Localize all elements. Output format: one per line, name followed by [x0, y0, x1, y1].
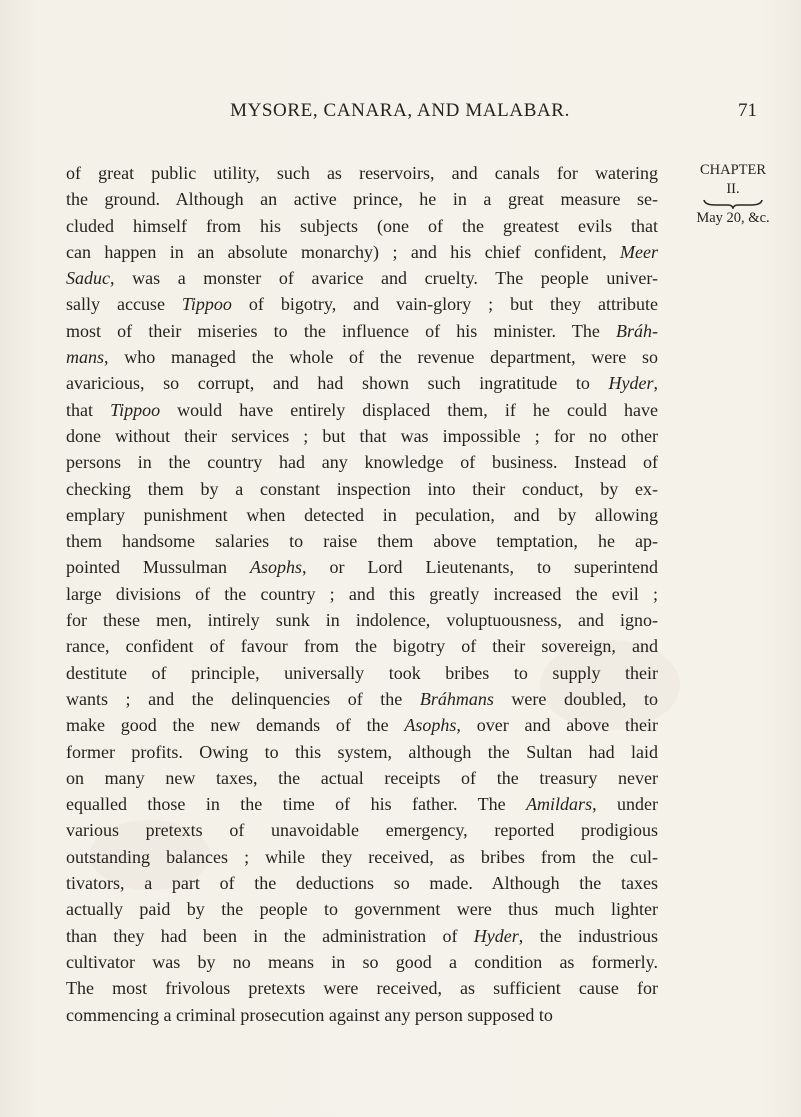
text-segment: outstanding balances ; while they received, as bribes from the cul- [66, 846, 658, 867]
text-segment: on many new taxes, the actual receipts of the treasury never [66, 767, 658, 788]
text-segment: , the industrious [518, 925, 658, 946]
text-segment: cluded himself from his subjects (one of the greatest evils that [66, 215, 658, 236]
italic-term: mans [66, 347, 105, 368]
text-line [66, 686, 658, 712]
text-line [66, 528, 658, 554]
margin-date: May 20, &c. [696, 210, 770, 226]
text-line [66, 502, 658, 528]
text-segment: The most frivolous pretexts were received, as sufficient cause for [66, 978, 658, 999]
text-segment: various pretexts of unavoidable emergency, reported prodigious [66, 820, 658, 841]
text-segment: of bigotry, and vain-glory ; but they attribute [231, 294, 658, 315]
text-segment: equalled those in the time of his father. The [66, 794, 527, 815]
text-line [66, 870, 658, 896]
text-segment: most of their miseries to the influence of his minister. The [66, 320, 616, 341]
text-line [66, 160, 658, 186]
chapter-number: II. [726, 181, 740, 197]
text-segment: them handsome salaries to raise them above temptation, he ap- [66, 531, 658, 552]
text-line [66, 896, 658, 922]
text-line [66, 581, 658, 607]
text-line [66, 607, 658, 633]
text-segment: for these men, intirely sunk in indolence, voluptuousness, and igno- [66, 610, 658, 631]
text-line [66, 554, 658, 580]
text-line [66, 739, 658, 765]
text-segment: cultivator was by no means in so good a condition as formerly. [66, 951, 658, 972]
text-segment: sally accuse [66, 294, 182, 315]
text-segment: avaricious, so corrupt, and had shown such ingratitude to [66, 373, 609, 394]
text-segment: , over and above their [456, 715, 658, 736]
text-line [66, 239, 658, 265]
text-segment: tivators, a part of the deductions so made. Although the taxes [66, 873, 658, 894]
text-line [66, 1002, 658, 1028]
text-line [66, 923, 658, 949]
text-segment: were doubled, to [493, 688, 658, 709]
text-line [66, 791, 658, 817]
italic-term: Hyder [473, 925, 519, 946]
text-line [66, 975, 658, 1001]
body-text [66, 160, 658, 1028]
italic-term: Asophs [404, 715, 457, 736]
text-line [66, 765, 658, 791]
italic-term: Amildars [526, 794, 593, 815]
text-line [66, 817, 658, 843]
text-segment: , who managed the whole of the revenue department, were so [104, 347, 658, 368]
text-segment: of great public utility, such as reservoirs, and canals for watering [66, 163, 658, 183]
running-title: MYSORE, CANARA, AND MALABAR. [230, 100, 570, 121]
text-segment: can happen in an absolute monarchy) ; and his chief confident, [66, 241, 621, 262]
text-line [66, 186, 658, 212]
text-line [66, 712, 658, 738]
text-segment: done without their services ; but that was impossible ; for no other [66, 425, 658, 446]
text-line [66, 660, 658, 686]
text-segment: , or Lord Lieutenants, to superintend [302, 557, 658, 578]
text-line [66, 213, 658, 239]
text-line [66, 318, 658, 344]
italic-term: Asophs [250, 557, 303, 578]
text-line [66, 370, 658, 396]
text-segment: commencing a criminal prosecution against any person supposed to [66, 1004, 553, 1025]
text-segment: would have entirely displaced them, if he could have [160, 399, 659, 420]
text-segment: checking them by a constant inspection into their conduct, by ex- [66, 478, 658, 499]
text-line [66, 397, 658, 423]
text-segment: that [66, 399, 111, 420]
italic-term: Hyder [608, 373, 654, 394]
text-line [66, 949, 658, 975]
text-line [66, 291, 658, 317]
text-segment: , was a monster of avarice and cruelty. The people univer- [110, 268, 658, 289]
text-segment: persons in the country had any knowledge of business. Instead of [66, 452, 658, 473]
text-segment: , [653, 373, 658, 394]
text-line [66, 449, 658, 475]
page-number: 71 [738, 100, 757, 121]
text-segment: , under [592, 794, 659, 815]
chapter-label: CHAPTER [699, 162, 767, 178]
text-segment: wants ; and the delinquencies of the [66, 688, 420, 709]
italic-term: Tippoo [181, 294, 232, 315]
text-segment: than they had been in the administration of [66, 925, 474, 946]
italic-term: Tippoo [110, 399, 161, 420]
italic-term: Bráhmans [419, 688, 494, 709]
text-segment: pointed Mussulman [66, 557, 251, 578]
text-segment: former profits. Owing to this system, although the Sultan had laid [66, 741, 658, 762]
text-segment: rance, confident of favour from the bigotry of their sovereign, and [66, 636, 658, 657]
text-segment: the ground. Although an active prince, he in a great measure se- [66, 189, 658, 210]
text-segment: destitute of principle, universally took bribes to supply their [66, 662, 658, 683]
text-line [66, 633, 658, 659]
text-line [66, 265, 658, 291]
text-line [66, 476, 658, 502]
text-segment: emplary punishment when detected in peculation, and by allowing [66, 504, 658, 525]
margin-note [672, 161, 794, 228]
text-segment: actually paid by the people to government were thus much lighter [66, 899, 658, 920]
text-line [66, 423, 658, 449]
text-line [66, 844, 658, 870]
italic-term: Bráh- [616, 320, 658, 341]
curly-brace-icon [703, 199, 763, 209]
text-line [66, 344, 658, 370]
italic-term: Saduc [66, 268, 110, 289]
italic-term: Meer [620, 241, 658, 262]
text-segment: large divisions of the country ; and this greatly increased the evil ; [66, 583, 658, 604]
text-segment: make good the new demands of the [66, 715, 405, 736]
